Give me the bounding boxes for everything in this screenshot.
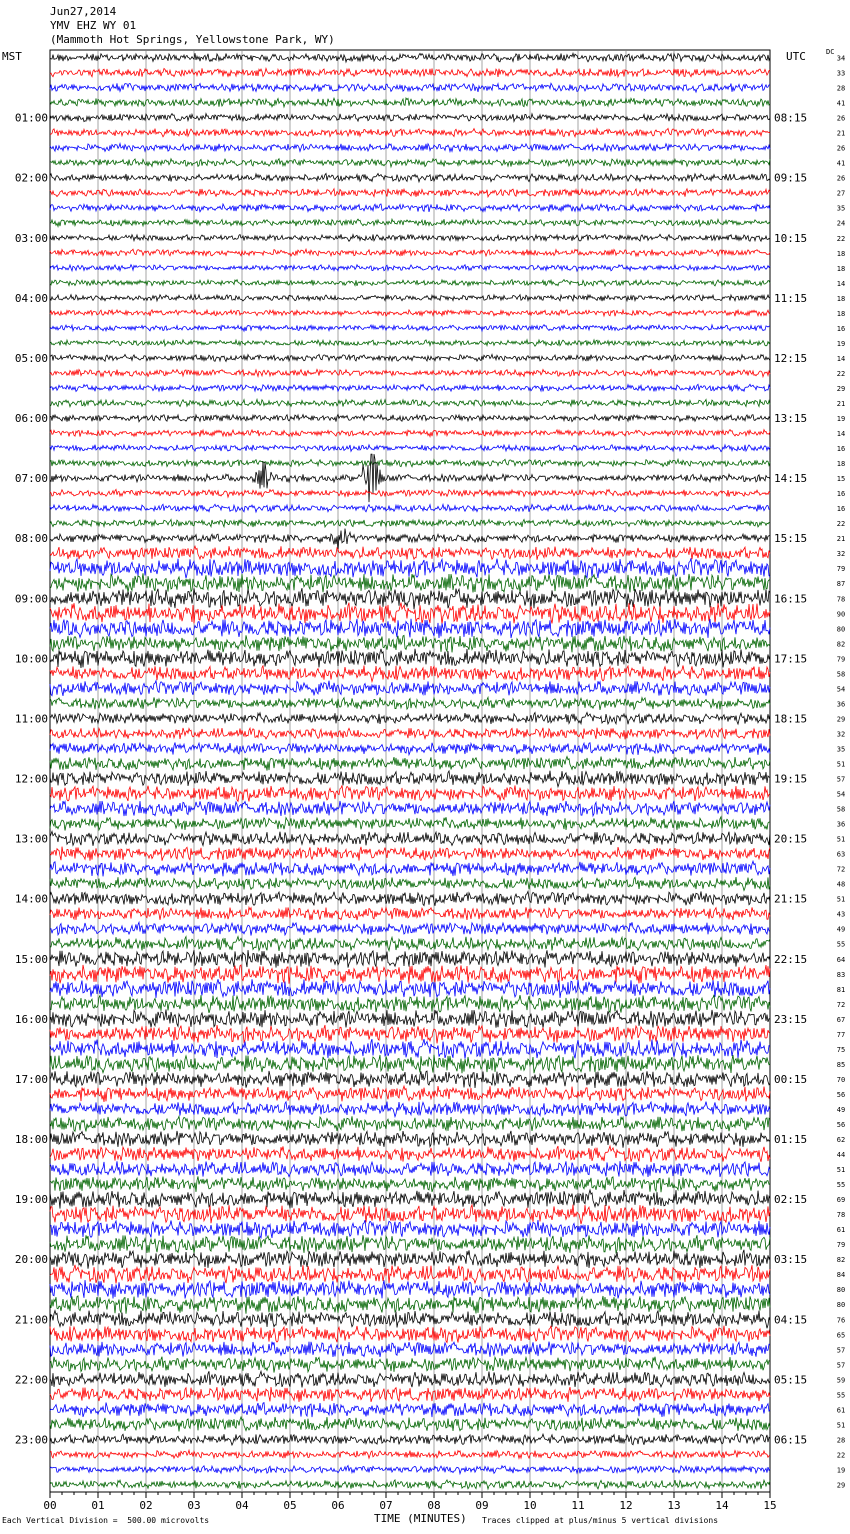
dc-value: 26 xyxy=(836,174,846,183)
hour-label-mst: 05:00 xyxy=(14,351,48,365)
trace-95 xyxy=(50,1480,770,1489)
dc-value: 15 xyxy=(836,475,846,484)
dc-value: 54 xyxy=(836,685,846,694)
dc-value: 29 xyxy=(836,384,846,393)
dc-value: 57 xyxy=(836,1361,846,1370)
x-tick-label: 02 xyxy=(139,1499,153,1512)
dc-value: 57 xyxy=(836,775,846,784)
hour-label-mst: 22:00 xyxy=(14,1373,48,1387)
trace-48 xyxy=(50,771,770,787)
trace-88 xyxy=(50,1371,770,1387)
hour-label-utc: 11:15 xyxy=(774,291,808,305)
dc-value: 24 xyxy=(836,219,846,228)
dc-value: 78 xyxy=(836,595,846,604)
trace-38 xyxy=(50,619,770,638)
dc-value: 33 xyxy=(836,69,846,78)
trace-23 xyxy=(50,399,770,406)
hour-label-mst: 01:00 xyxy=(14,111,48,125)
hour-label-utc: 05:15 xyxy=(774,1373,808,1387)
trace-66 xyxy=(50,1039,770,1059)
dc-value: 18 xyxy=(836,249,846,258)
dc-value: 32 xyxy=(836,730,846,739)
dc-value: 16 xyxy=(836,324,846,333)
trace-90 xyxy=(50,1403,770,1418)
dc-value: 82 xyxy=(836,640,846,649)
hour-label-mst: 13:00 xyxy=(14,832,48,846)
trace-74 xyxy=(50,1161,770,1177)
dc-value: 29 xyxy=(836,715,846,724)
trace-60 xyxy=(50,950,770,968)
trace-70 xyxy=(50,1102,770,1117)
dc-value: 79 xyxy=(836,1241,846,1250)
dc-value: 72 xyxy=(836,1000,846,1009)
x-tick-label: 08 xyxy=(427,1499,441,1512)
trace-73 xyxy=(50,1146,770,1162)
dc-value: 80 xyxy=(836,625,846,634)
hour-label-utc: 17:15 xyxy=(774,652,808,666)
trace-42 xyxy=(50,681,770,696)
dc-value: 16 xyxy=(836,445,846,454)
hour-label-mst: 03:00 xyxy=(14,231,48,245)
trace-17 xyxy=(50,310,770,316)
x-tick-label: 05 xyxy=(283,1499,297,1512)
trace-37 xyxy=(50,603,770,624)
dc-value: 21 xyxy=(836,399,846,408)
dc-value: 18 xyxy=(836,264,846,273)
dc-value: 70 xyxy=(836,1075,846,1084)
trace-12 xyxy=(50,234,770,241)
dc-value: 87 xyxy=(836,580,846,589)
dc-value: 82 xyxy=(836,1256,846,1265)
hour-label-mst: 15:00 xyxy=(14,952,48,966)
trace-24 xyxy=(50,415,770,422)
hour-label-utc: 09:15 xyxy=(774,171,808,185)
dc-value: 75 xyxy=(836,1045,846,1054)
x-tick-label: 07 xyxy=(379,1499,393,1512)
dc-value: 36 xyxy=(836,820,846,829)
hour-label-utc: 16:15 xyxy=(774,592,808,606)
dc-value: 56 xyxy=(836,1120,846,1129)
dc-value: 65 xyxy=(836,1331,846,1340)
dc-value: 14 xyxy=(836,354,846,363)
x-axis-title: TIME (MINUTES) xyxy=(374,1512,467,1525)
trace-50 xyxy=(50,801,770,816)
hour-label-utc: 20:15 xyxy=(774,832,808,846)
dc-value: 64 xyxy=(836,955,846,964)
dc-value: 28 xyxy=(836,1436,846,1445)
trace-27 xyxy=(50,459,770,466)
hour-label-mst: 07:00 xyxy=(14,472,48,486)
dc-value: 51 xyxy=(836,895,846,904)
hour-label-utc: 23:15 xyxy=(774,1012,808,1026)
dc-value: 26 xyxy=(836,144,846,153)
trace-1 xyxy=(50,68,770,77)
dc-value: 43 xyxy=(836,910,846,919)
dc-value: 83 xyxy=(836,970,846,979)
dc-value: 55 xyxy=(836,1391,846,1400)
trace-51 xyxy=(50,817,770,831)
trace-25 xyxy=(50,430,770,437)
x-tick-label: 10 xyxy=(523,1499,537,1512)
dc-value: 26 xyxy=(836,114,846,123)
dc-value: 79 xyxy=(836,565,846,574)
trace-41 xyxy=(50,666,770,682)
dc-value: 48 xyxy=(836,880,846,889)
hour-label-mst: 04:00 xyxy=(14,291,48,305)
trace-65 xyxy=(50,1025,770,1043)
dc-value: 51 xyxy=(836,760,846,769)
dc-value: 19 xyxy=(836,1466,846,1475)
trace-36 xyxy=(50,588,770,609)
dc-value: 51 xyxy=(836,1166,846,1175)
trace-43 xyxy=(50,697,770,710)
trace-19 xyxy=(50,340,770,346)
trace-76 xyxy=(50,1190,770,1209)
hour-label-mst: 17:00 xyxy=(14,1072,48,1086)
trace-13 xyxy=(50,249,770,256)
dc-value: 79 xyxy=(836,655,846,664)
trace-86 xyxy=(50,1342,770,1357)
hour-label-utc: 03:15 xyxy=(774,1253,808,1267)
hour-label-mst: 14:00 xyxy=(14,892,48,906)
trace-3 xyxy=(50,98,770,107)
dc-value: 77 xyxy=(836,1030,846,1039)
dc-value: 51 xyxy=(836,835,846,844)
trace-5 xyxy=(50,128,770,136)
trace-78 xyxy=(50,1220,770,1238)
trace-9 xyxy=(50,189,770,197)
dc-value: 85 xyxy=(836,1060,846,1069)
x-tick-label: 09 xyxy=(475,1499,489,1512)
dc-value: 84 xyxy=(836,1271,846,1280)
trace-0 xyxy=(50,53,770,62)
station-location: (Mammoth Hot Springs, Yellowstone Park, WY) xyxy=(50,33,335,46)
trace-39 xyxy=(50,635,770,652)
trace-11 xyxy=(50,219,770,226)
trace-62 xyxy=(50,979,770,998)
dc-value: 22 xyxy=(836,369,846,378)
x-tick-label: 13 xyxy=(667,1499,681,1512)
trace-7 xyxy=(50,159,770,167)
x-tick-label: 03 xyxy=(187,1499,201,1512)
hour-label-mst: 06:00 xyxy=(14,412,48,426)
trace-34 xyxy=(50,558,770,578)
trace-8 xyxy=(50,174,770,182)
trace-29 xyxy=(50,489,770,497)
hour-label-mst: 09:00 xyxy=(14,592,48,606)
trace-45 xyxy=(50,728,770,740)
dc-value: 80 xyxy=(836,1286,846,1295)
trace-61 xyxy=(50,965,770,984)
dc-value: 18 xyxy=(836,309,846,318)
trace-46 xyxy=(50,743,770,755)
hour-label-utc: 14:15 xyxy=(774,472,808,486)
dc-value: 32 xyxy=(836,550,846,559)
dc-value: 44 xyxy=(836,1151,846,1160)
dc-value: 34 xyxy=(836,54,846,63)
clip-note: Traces clipped at plus/minus 5 vertical divisions xyxy=(482,1516,719,1525)
dc-value: 81 xyxy=(836,985,846,994)
dc-value: 41 xyxy=(836,159,846,168)
trace-87 xyxy=(50,1357,770,1373)
trace-67 xyxy=(50,1055,770,1073)
hour-label-mst: 18:00 xyxy=(14,1133,48,1147)
trace-6 xyxy=(50,144,770,152)
trace-69 xyxy=(50,1086,770,1102)
trace-32 xyxy=(50,529,770,552)
dc-value: 21 xyxy=(836,129,846,138)
trace-14 xyxy=(50,265,770,271)
trace-52 xyxy=(50,831,770,845)
trace-75 xyxy=(50,1176,770,1192)
trace-2 xyxy=(50,83,770,92)
trace-20 xyxy=(50,354,770,361)
dc-value: 67 xyxy=(836,1015,846,1024)
dc-value: 72 xyxy=(836,865,846,874)
trace-84 xyxy=(50,1311,770,1329)
hour-label-utc: 10:15 xyxy=(774,231,808,245)
trace-33 xyxy=(50,546,770,560)
hour-label-utc: 01:15 xyxy=(774,1133,808,1147)
x-tick-label: 14 xyxy=(715,1499,729,1512)
dc-value: 57 xyxy=(836,1346,846,1355)
trace-71 xyxy=(50,1116,770,1131)
hour-label-utc: 12:15 xyxy=(774,351,808,365)
trace-80 xyxy=(50,1250,770,1269)
dc-value: 35 xyxy=(836,204,846,213)
dc-value: 55 xyxy=(836,1181,846,1190)
trace-68 xyxy=(50,1071,770,1088)
dc-value: 61 xyxy=(836,1406,846,1415)
x-tick-label: 12 xyxy=(619,1499,633,1512)
trace-10 xyxy=(50,204,770,212)
dc-value: 16 xyxy=(836,490,846,499)
trace-81 xyxy=(50,1265,770,1284)
trace-91 xyxy=(50,1417,770,1431)
hour-label-mst: 23:00 xyxy=(14,1433,48,1447)
trace-40 xyxy=(50,649,770,668)
hour-label-mst: 11:00 xyxy=(14,712,48,726)
dc-value: 54 xyxy=(836,790,846,799)
dc-value: 18 xyxy=(836,460,846,469)
dc-value: 22 xyxy=(836,1451,846,1460)
hour-label-utc: 06:15 xyxy=(774,1433,808,1447)
x-tick-label: 15 xyxy=(763,1499,777,1512)
trace-94 xyxy=(50,1466,770,1474)
trace-57 xyxy=(50,907,770,920)
dc-value: 22 xyxy=(836,234,846,243)
hour-label-utc: 02:15 xyxy=(774,1193,808,1207)
hour-label-utc: 13:15 xyxy=(774,412,808,426)
dc-value: 49 xyxy=(836,925,846,934)
trace-26 xyxy=(50,445,770,452)
trace-53 xyxy=(50,847,770,861)
hour-label-mst: 21:00 xyxy=(14,1313,48,1327)
trace-54 xyxy=(50,861,770,876)
dc-value: 28 xyxy=(836,84,846,93)
trace-15 xyxy=(50,280,770,287)
trace-79 xyxy=(50,1235,770,1253)
trace-18 xyxy=(50,325,770,331)
trace-47 xyxy=(50,757,770,771)
dc-value: 36 xyxy=(836,700,846,709)
hour-label-utc: 00:15 xyxy=(774,1072,808,1086)
x-tick-label: 00 xyxy=(43,1499,57,1512)
hour-label-utc: 04:15 xyxy=(774,1313,808,1327)
dc-value: 49 xyxy=(836,1105,846,1114)
dc-value: 58 xyxy=(836,805,846,814)
mst-axis-title: MST xyxy=(2,50,22,63)
scale-note: Each Vertical Division = 500.00 microvolts xyxy=(2,1516,210,1525)
dc-value: 29 xyxy=(836,1481,846,1490)
hour-label-utc: 15:15 xyxy=(774,532,808,546)
hour-label-utc: 08:15 xyxy=(774,111,808,125)
trace-89 xyxy=(50,1387,770,1402)
dc-value: 14 xyxy=(836,279,846,288)
dc-value: 18 xyxy=(836,294,846,303)
trace-92 xyxy=(50,1434,770,1445)
trace-16 xyxy=(50,295,770,301)
trace-82 xyxy=(50,1280,770,1298)
hour-label-utc: 21:15 xyxy=(774,892,808,906)
hour-label-mst: 19:00 xyxy=(14,1193,48,1207)
dc-value: 61 xyxy=(836,1226,846,1235)
hour-label-utc: 22:15 xyxy=(774,952,808,966)
trace-72 xyxy=(50,1131,770,1148)
trace-31 xyxy=(50,519,770,527)
trace-49 xyxy=(50,785,770,801)
hour-label-mst: 02:00 xyxy=(14,171,48,185)
dc-value: 90 xyxy=(836,610,846,619)
dc-value: 80 xyxy=(836,1301,846,1310)
hour-label-mst: 12:00 xyxy=(14,772,48,786)
dc-value: 55 xyxy=(836,940,846,949)
trace-21 xyxy=(50,369,770,376)
dc-value: 22 xyxy=(836,520,846,529)
dc-value: 59 xyxy=(836,1376,846,1385)
dc-column-title: DC xyxy=(826,48,835,56)
dc-value: 56 xyxy=(836,1090,846,1099)
x-tick-label: 01 xyxy=(91,1499,105,1512)
trace-4 xyxy=(50,114,770,122)
x-tick-label: 04 xyxy=(235,1499,249,1512)
dc-value: 21 xyxy=(836,535,846,544)
dc-value: 19 xyxy=(836,415,846,424)
x-tick-label: 06 xyxy=(331,1499,345,1512)
dc-value: 19 xyxy=(836,339,846,348)
trace-63 xyxy=(50,995,770,1013)
trace-56 xyxy=(50,891,770,905)
trace-59 xyxy=(50,937,770,951)
trace-83 xyxy=(50,1296,770,1314)
dc-value: 51 xyxy=(836,1421,846,1430)
dc-value: 35 xyxy=(836,745,846,754)
dc-value: 78 xyxy=(836,1211,846,1220)
station-code: YMV EHZ WY 01 xyxy=(50,19,137,32)
hour-label-mst: 20:00 xyxy=(14,1253,48,1267)
plot-date: Jun27,2014 xyxy=(50,5,117,18)
trace-58 xyxy=(50,922,770,935)
dc-value: 16 xyxy=(836,505,846,514)
dc-value: 69 xyxy=(836,1196,846,1205)
trace-55 xyxy=(50,877,770,890)
trace-30 xyxy=(50,504,770,512)
trace-44 xyxy=(50,713,770,725)
x-tick-label: 11 xyxy=(571,1499,585,1512)
dc-value: 58 xyxy=(836,670,846,679)
hour-label-mst: 08:00 xyxy=(14,532,48,546)
dc-value: 63 xyxy=(836,850,846,859)
trace-93 xyxy=(50,1450,770,1458)
dc-value: 62 xyxy=(836,1136,846,1145)
dc-value: 14 xyxy=(836,430,846,439)
dc-value: 41 xyxy=(836,99,846,108)
dc-value: 76 xyxy=(836,1316,846,1325)
hour-label-mst: 10:00 xyxy=(14,652,48,666)
trace-64 xyxy=(50,1009,770,1027)
utc-axis-title: UTC xyxy=(786,50,806,63)
hour-label-mst: 16:00 xyxy=(14,1012,48,1026)
trace-22 xyxy=(50,384,770,391)
hour-label-utc: 19:15 xyxy=(774,772,808,786)
trace-85 xyxy=(50,1326,770,1343)
dc-value: 27 xyxy=(836,189,846,198)
hour-label-utc: 18:15 xyxy=(774,712,808,726)
